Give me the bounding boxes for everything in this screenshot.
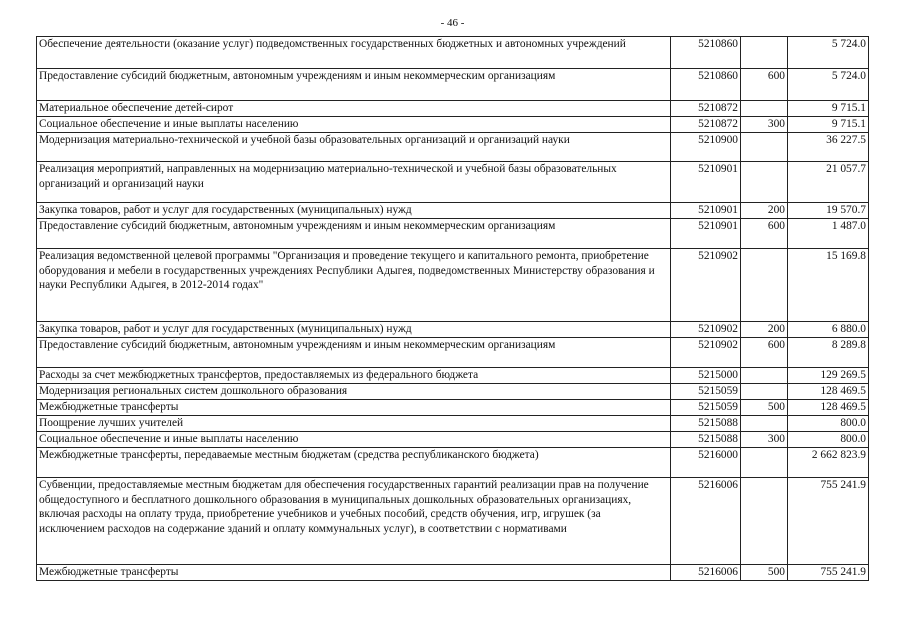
row-code: 5215000	[671, 368, 741, 384]
row-expense-type	[741, 416, 788, 432]
row-name: Межбюджетные трансферты	[37, 400, 671, 416]
row-code: 5215059	[671, 384, 741, 400]
table-row	[37, 448, 869, 478]
row-name: Социальное обеспечение и иные выплаты населению	[37, 432, 671, 448]
row-amount: 129 269.5	[788, 368, 869, 384]
row-name: Социальное обеспечение и иные выплаты населению	[37, 117, 671, 133]
row-code: 5216000	[671, 448, 741, 478]
row-amount: 755 241.9	[788, 565, 869, 581]
row-expense-type: 600	[741, 69, 788, 101]
row-amount: 800.0	[788, 416, 869, 432]
row-expense-type	[741, 249, 788, 322]
row-amount: 1 487.0	[788, 219, 869, 249]
table-row	[37, 117, 869, 133]
row-code: 5210902	[671, 322, 741, 338]
row-expense-type: 500	[741, 565, 788, 581]
table-row	[37, 37, 869, 69]
row-code: 5210901	[671, 203, 741, 219]
row-code: 5210860	[671, 37, 741, 69]
row-expense-type: 600	[741, 338, 788, 368]
row-expense-type	[741, 384, 788, 400]
budget-table	[36, 36, 869, 581]
row-expense-type	[741, 478, 788, 565]
row-code: 5210900	[671, 133, 741, 162]
row-amount: 800.0	[788, 432, 869, 448]
table-row	[37, 384, 869, 400]
row-amount: 9 715.1	[788, 117, 869, 133]
table-row	[37, 400, 869, 416]
row-amount: 128 469.5	[788, 400, 869, 416]
row-name: Субвенции, предоставляемые местным бюджетам для обеспечения государственных гарантий реализации прав на получение общедоступного и бесплатного дошкольного образования в муниципальных дошкольных образовательных организациях, включая расходы на оплату труда, приобретение учебников и учебных пособий, средств обучения, игр, игрушек (за исключением расходов на содержание зданий и оплату коммунальных услуг), в соответствии с нормативами	[37, 478, 671, 565]
table-row	[37, 416, 869, 432]
row-name: Предоставление субсидий бюджетным, автономным учреждениям и иным некоммерческим организациям	[37, 219, 671, 249]
row-expense-type	[741, 162, 788, 203]
table-row	[37, 69, 869, 101]
row-expense-type: 200	[741, 203, 788, 219]
row-expense-type	[741, 37, 788, 69]
row-code: 5216006	[671, 478, 741, 565]
row-expense-type	[741, 133, 788, 162]
table-row	[37, 203, 869, 219]
row-name: Модернизация материально-технической и учебной базы образовательных организаций и организаций науки	[37, 133, 671, 162]
table-row	[37, 162, 869, 203]
row-expense-type: 300	[741, 117, 788, 133]
row-name: Поощрение лучших учителей	[37, 416, 671, 432]
row-amount: 5 724.0	[788, 37, 869, 69]
table-row	[37, 249, 869, 322]
row-amount: 755 241.9	[788, 478, 869, 565]
row-code: 5210901	[671, 162, 741, 203]
row-amount: 128 469.5	[788, 384, 869, 400]
row-name: Реализация мероприятий, направленных на модернизацию материально-технической и учебной базы образовательных организаций и организаций науки	[37, 162, 671, 203]
row-name: Реализация ведомственной целевой программы "Организация и проведение текущего и капитального ремонта, приобретение оборудования и мебели в государственных учреждениях Республики Адыгея, подведомственных Министерству образования и науки Республики Адыгея, в 2012-2014 годах"	[37, 249, 671, 322]
row-code: 5210901	[671, 219, 741, 249]
row-expense-type	[741, 368, 788, 384]
row-code: 5216006	[671, 565, 741, 581]
table-body	[37, 37, 869, 581]
row-amount: 2 662 823.9	[788, 448, 869, 478]
row-code: 5210902	[671, 249, 741, 322]
row-code: 5210902	[671, 338, 741, 368]
row-name: Модернизация региональных систем дошкольного образования	[37, 384, 671, 400]
page-number: - 46 -	[440, 17, 465, 29]
row-expense-type: 500	[741, 400, 788, 416]
row-amount: 8 289.8	[788, 338, 869, 368]
row-name: Межбюджетные трансферты	[37, 565, 671, 581]
table-row	[37, 133, 869, 162]
row-code: 5215088	[671, 416, 741, 432]
row-amount: 9 715.1	[788, 101, 869, 117]
table-row	[37, 101, 869, 117]
row-amount: 5 724.0	[788, 69, 869, 101]
row-amount: 36 227.5	[788, 133, 869, 162]
table-row	[37, 338, 869, 368]
row-name: Расходы за счет межбюджетных трансфертов, предоставляемых из федерального бюджета	[37, 368, 671, 384]
row-amount: 19 570.7	[788, 203, 869, 219]
row-code: 5215059	[671, 400, 741, 416]
row-amount: 15 169.8	[788, 249, 869, 322]
row-name: Закупка товаров, работ и услуг для государственных (муниципальных) нужд	[37, 322, 671, 338]
row-amount: 21 057.7	[788, 162, 869, 203]
row-name: Материальное обеспечение детей-сирот	[37, 101, 671, 117]
row-code: 5210872	[671, 117, 741, 133]
row-name: Предоставление субсидий бюджетным, автономным учреждениям и иным некоммерческим организациям	[37, 338, 671, 368]
table-row	[37, 219, 869, 249]
table-row	[37, 565, 869, 581]
row-name: Межбюджетные трансферты, передаваемые местным бюджетам (средства республиканского бюджета)	[37, 448, 671, 478]
row-expense-type	[741, 101, 788, 117]
row-expense-type	[741, 448, 788, 478]
table-row	[37, 368, 869, 384]
row-code: 5210872	[671, 101, 741, 117]
row-expense-type: 600	[741, 219, 788, 249]
row-expense-type: 300	[741, 432, 788, 448]
row-name: Предоставление субсидий бюджетным, автономным учреждениям и иным некоммерческим организациям	[37, 69, 671, 101]
row-code: 5210860	[671, 69, 741, 101]
row-code: 5215088	[671, 432, 741, 448]
row-expense-type: 200	[741, 322, 788, 338]
table-row	[37, 432, 869, 448]
row-name: Закупка товаров, работ и услуг для государственных (муниципальных) нужд	[37, 203, 671, 219]
table-row	[37, 478, 869, 565]
table-row	[37, 322, 869, 338]
row-name: Обеспечение деятельности (оказание услуг) подведомственных государственных бюджетных и автономных учреждений	[37, 37, 671, 69]
row-amount: 6 880.0	[788, 322, 869, 338]
